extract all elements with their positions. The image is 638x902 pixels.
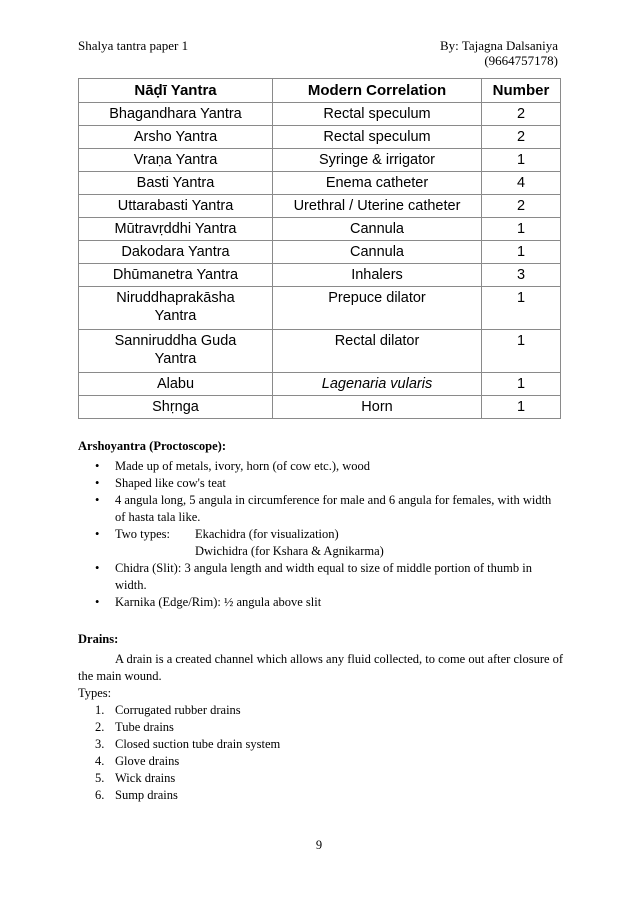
table-row bbox=[79, 172, 561, 195]
drains-title: Drains: bbox=[78, 632, 119, 646]
table-row bbox=[79, 195, 561, 218]
cell-yantra: Dhūmanetra Yantra bbox=[79, 264, 273, 287]
list-item: • Chidra (Slit): 3 angula length and width equal to size of middle portion of thumb in width. bbox=[115, 560, 564, 594]
cell-number: 2 bbox=[482, 126, 561, 149]
list-label: Wick drains bbox=[115, 771, 176, 785]
cell-correlation: Urethral / Uterine catheter bbox=[273, 195, 482, 218]
table-row bbox=[79, 241, 561, 264]
table-row bbox=[79, 373, 561, 396]
table-header-row bbox=[79, 79, 561, 103]
cell-number: 1 bbox=[482, 149, 561, 172]
cell-yantra-line2: Yantra bbox=[154, 308, 197, 324]
table-row bbox=[79, 218, 561, 241]
cell-number: 3 bbox=[482, 264, 561, 287]
cell-correlation: Horn bbox=[273, 396, 482, 419]
drains-section bbox=[78, 631, 564, 804]
cell-correlation: Rectal speculum bbox=[273, 103, 482, 126]
list-number: 2. bbox=[95, 720, 105, 734]
cell-number: 1 bbox=[482, 218, 561, 241]
table-row bbox=[79, 149, 561, 172]
drains-definition: A drain is a created channel which allows any fluid collected, to come out after closure of the main wound. bbox=[78, 652, 564, 683]
list-item bbox=[115, 526, 564, 560]
cell-correlation: Enema catheter bbox=[273, 172, 482, 195]
table-row bbox=[79, 103, 561, 126]
list-item bbox=[95, 787, 564, 804]
header-author-phone: (9664757178) bbox=[484, 53, 558, 68]
list-label: Corrugated rubber drains bbox=[115, 703, 241, 717]
table-row bbox=[79, 264, 561, 287]
cell-correlation: Rectal dilator bbox=[273, 330, 482, 373]
table-row bbox=[79, 287, 561, 330]
cell-yantra: Vraṇa Yantra bbox=[79, 149, 273, 172]
table-row bbox=[79, 126, 561, 149]
page-number: 9 bbox=[315, 838, 323, 852]
cell-correlation: Rectal speculum bbox=[273, 126, 482, 149]
cell-yantra-line1: Niruddhaprakāsha bbox=[116, 290, 235, 306]
cell-yantra-line1: Sanniruddha Guda bbox=[114, 333, 237, 349]
header-title: Shalya tantra paper 1 bbox=[78, 38, 189, 53]
cell-yantra: Arsho Yantra bbox=[79, 126, 273, 149]
cell-yantra: Mūtravṛddhi Yantra bbox=[79, 218, 273, 241]
list-number: 6. bbox=[95, 788, 105, 802]
cell-number: 1 bbox=[482, 241, 561, 264]
col-header-modern-correlation: Modern Correlation bbox=[273, 79, 482, 103]
cell-number: 2 bbox=[482, 103, 561, 126]
cell-yantra: Alabu bbox=[79, 373, 273, 396]
list-label: Sump drains bbox=[115, 788, 178, 802]
table-row bbox=[79, 396, 561, 419]
list-item bbox=[95, 770, 564, 787]
cell-yantra: Uttarabasti Yantra bbox=[79, 195, 273, 218]
list-number: 3. bbox=[95, 737, 105, 751]
list-item bbox=[95, 702, 564, 719]
cell-yantra: Basti Yantra bbox=[79, 172, 273, 195]
header-author bbox=[440, 38, 558, 68]
col-header-nadi-yantra: Nāḍī Yantra bbox=[79, 79, 273, 103]
list-item: • Shaped like cow's teat bbox=[115, 475, 564, 492]
cell-number: 1 bbox=[482, 287, 561, 330]
cell-number: 2 bbox=[482, 195, 561, 218]
cell-correlation: Lagenaria vularis bbox=[273, 373, 482, 396]
type-dwichidra: Dwichidra (for Kshara & Agnikarma) bbox=[195, 544, 384, 558]
cell-number: 1 bbox=[482, 330, 561, 373]
arshoyantra-section bbox=[78, 438, 564, 611]
list-label: Tube drains bbox=[115, 720, 174, 734]
cell-correlation: Prepuce dilator bbox=[273, 287, 482, 330]
type-ekachidra: Ekachidra (for visualization) bbox=[195, 527, 339, 541]
header-author-name: By: Tajagna Dalsaniya bbox=[440, 38, 558, 53]
list-item: • 4 angula long, 5 angula in circumference for male and 6 angula for females, with width of hasta tala like. bbox=[115, 492, 564, 526]
types-label: • Two types: bbox=[115, 527, 171, 541]
cell-correlation: Cannula bbox=[273, 241, 482, 264]
drains-types-list bbox=[78, 702, 564, 804]
cell-yantra-line2: Yantra bbox=[154, 351, 197, 367]
arshoyantra-list bbox=[78, 458, 564, 611]
table-row bbox=[79, 330, 561, 373]
list-number: 4. bbox=[95, 754, 105, 768]
list-item: • Made up of metals, ivory, horn (of cow etc.), wood bbox=[115, 458, 564, 475]
list-number: 5. bbox=[95, 771, 105, 785]
cell-yantra: Bhagandhara Yantra bbox=[79, 103, 273, 126]
cell-number: 4 bbox=[482, 172, 561, 195]
yantra-table bbox=[78, 78, 561, 419]
arshoyantra-title: Arshoyantra (Proctoscope): bbox=[78, 439, 226, 453]
cell-yantra bbox=[79, 330, 273, 373]
list-item bbox=[95, 736, 564, 753]
cell-number: 1 bbox=[482, 396, 561, 419]
cell-yantra bbox=[79, 287, 273, 330]
cell-correlation: Cannula bbox=[273, 218, 482, 241]
list-number: 1. bbox=[95, 703, 105, 717]
col-header-number: Number bbox=[482, 79, 561, 103]
types-row bbox=[115, 526, 564, 543]
drains-types-heading: Types: bbox=[78, 686, 112, 700]
cell-correlation: Inhalers bbox=[273, 264, 482, 287]
list-label: Glove drains bbox=[115, 754, 180, 768]
list-label: Closed suction tube drain system bbox=[115, 737, 281, 751]
cell-yantra: Dakodara Yantra bbox=[79, 241, 273, 264]
cell-number: 1 bbox=[482, 373, 561, 396]
list-item bbox=[95, 719, 564, 736]
list-item: • Karnika (Edge/Rim): ½ angula above slit bbox=[115, 594, 564, 611]
cell-yantra: Shṛnga bbox=[79, 396, 273, 419]
cell-correlation: Syringe & irrigator bbox=[273, 149, 482, 172]
list-item bbox=[95, 753, 564, 770]
